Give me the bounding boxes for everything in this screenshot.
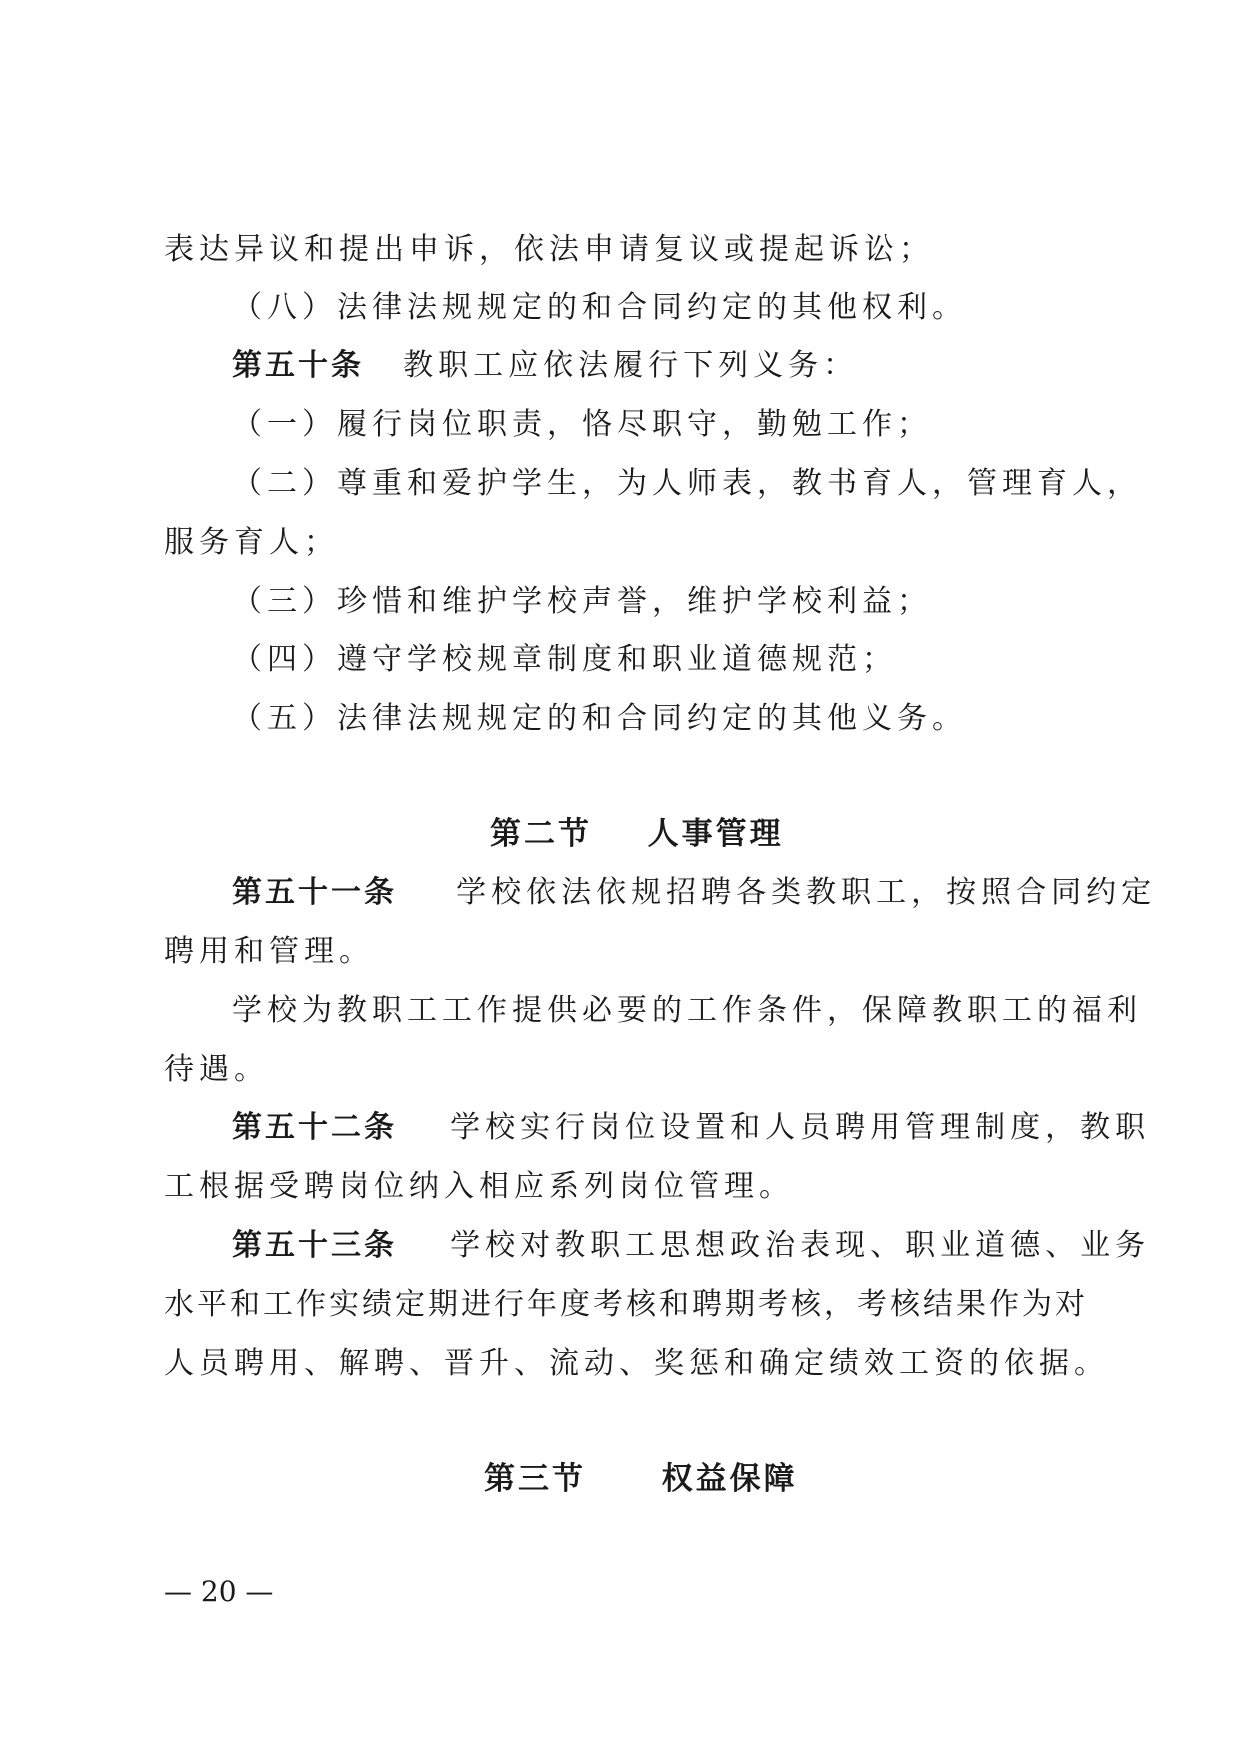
article-53-label: 第五十三条 [232,1228,397,1263]
section-heading: 人事管理 [647,816,784,852]
paragraph-line: 聘用和管理。 [164,934,374,969]
list-item-8: （八）法律法规规定的和合同约定的其他权利。 [232,290,967,325]
article-51 [232,875,1156,911]
section-title-3 [484,1461,798,1497]
page-number: — 20 — [164,1575,274,1608]
paragraph-line: 人员聘用、解聘、晋升、流动、奖惩和确定绩效工资的依据。 [164,1346,1109,1381]
section-title-2 [490,816,784,852]
article-53 [232,1228,1150,1264]
article-51-label: 第五十一条 [232,875,397,910]
paragraph-line: 服务育人； [164,525,339,560]
article-52 [232,1110,1150,1146]
list-item-5: （五）法律法规规定的和合同约定的其他义务。 [232,701,967,736]
paragraph-line: 学校为教职工工作提供必要的工作条件，保障教职工的福利 [232,993,1142,1028]
article-51-text: 学校依法依规招聘各类教职工，按照合同约定 [456,875,1157,910]
paragraph-line: 工根据受聘岗位纳入相应系列岗位管理。 [164,1169,794,1204]
article-52-label: 第五十二条 [232,1110,397,1145]
section-heading: 权益保障 [661,1461,798,1497]
article-53-text: 学校对教职工思想政治表现、职业道德、业务 [450,1228,1151,1263]
article-50-text: 教职工应依法履行下列义务： [403,348,859,383]
paragraph-line: 表达异议和提出申诉，依法申请复议或提起诉讼； [164,232,934,267]
list-item-3: （三）珍惜和维护学校声誉，维护学校利益； [232,584,932,619]
paragraph-line: 待遇。 [164,1052,269,1087]
list-item-4: （四）遵守学校规章制度和职业道德规范； [232,642,897,677]
paragraph-line: 水平和工作实绩定期进行年度考核和聘期考核，考核结果作为对 [164,1287,1088,1322]
article-50-label: 第五十条 [232,348,364,383]
article-50 [232,348,858,384]
list-item-2: （二）尊重和爱护学生，为人师表，教书育人，管理育人， [232,466,1142,501]
list-item-1: （一）履行岗位职责，恪尽职守，勤勉工作； [232,407,932,442]
section-number: 第二节 [490,816,592,852]
section-number: 第三节 [484,1461,586,1497]
article-52-text: 学校实行岗位设置和人员聘用管理制度，教职 [450,1110,1151,1145]
